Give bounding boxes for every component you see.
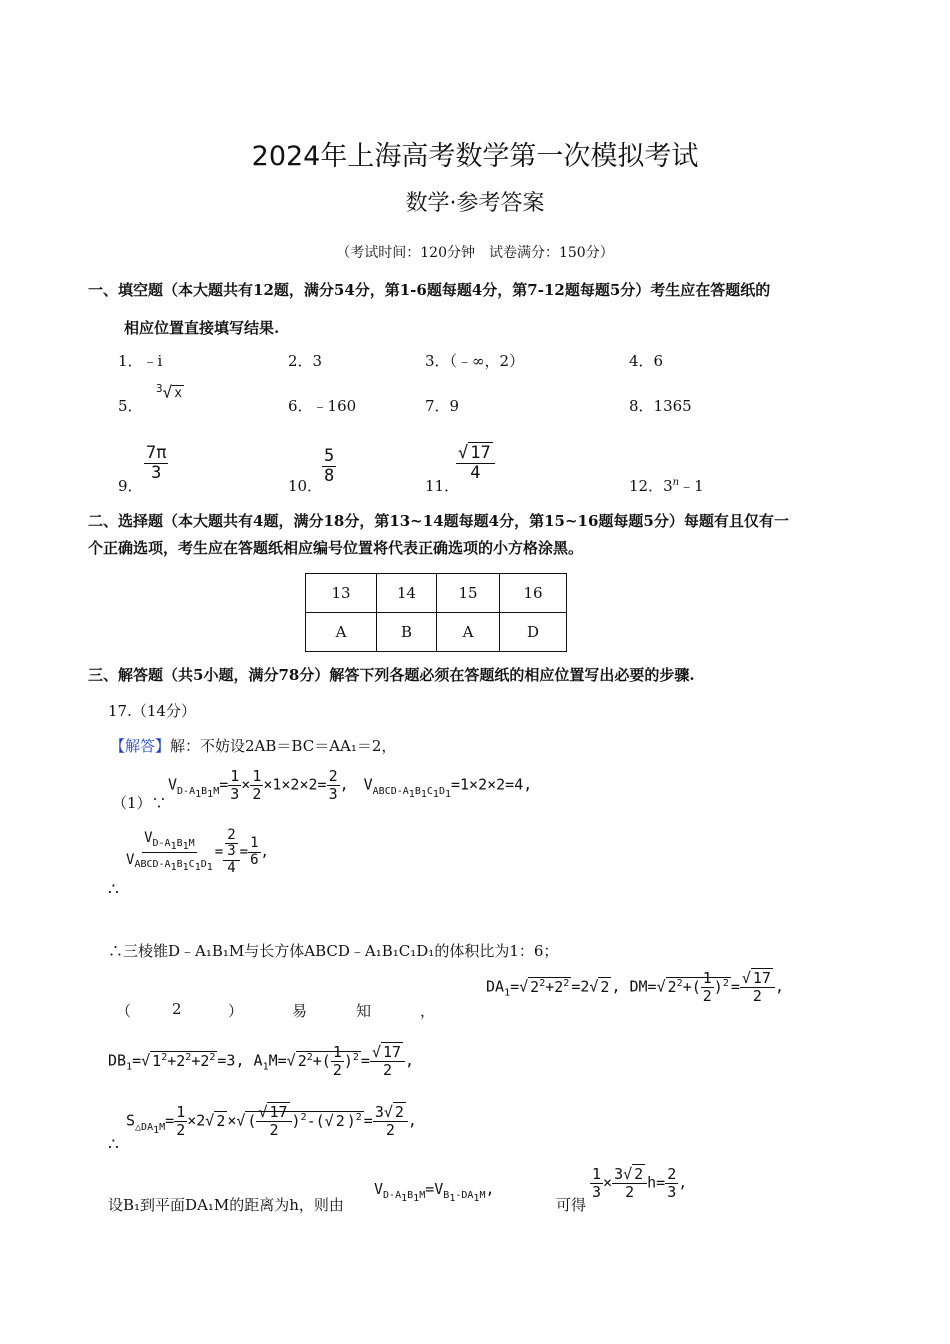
table-row	[306, 574, 567, 613]
therefore-symbol-2: ∴	[108, 1135, 119, 1155]
section3-heading: 三、解答题（共5小题，满分78分）解答下列各题必须在答题纸的相应位置写出必要的步骤.	[88, 666, 695, 684]
section1-heading-line2: 相应位置直接填写结果.	[124, 319, 280, 337]
table-cell: B	[377, 613, 437, 652]
volume-ratio-conclusion: ∴三棱锥D﹣A₁B₁M与长方体ABCD﹣A₁B₁C₁D₁的体积比为1：6；	[108, 942, 559, 960]
table-row	[306, 613, 567, 652]
answer-5-cube-root: $^3$√ x	[156, 382, 183, 402]
area-formula: $S_{\triangle DA_1M}=$ $\frac{1}{2}$ ×2√ 2 ×√ ( $\frac{√ 17}{2}$ )$^2$-(√ 2 )$^2$ = $\frac{3√ 2}{2}$ ,	[126, 1103, 417, 1139]
therefore-symbol-1: ∴	[108, 880, 119, 900]
table-cell: D	[500, 613, 567, 652]
distance-equation: $\frac{1}{3}$ × $\frac{3√ 2}{2}$ h= $\frac{2}{3}$ ,	[592, 1165, 688, 1201]
answer-9-fraction: $\frac{7\pi}{3}$	[146, 443, 167, 483]
answer-2: 2．3	[288, 352, 323, 370]
answer-3: 3．（﹣∞，2）	[425, 352, 525, 370]
part1-volume-formula: $V_{D-A_1B_1M}=$ $\frac{1}{3}$ × $\frac{1}{2}$ ×1×2×2= $\frac{2}{3}$ , $V_{ABCD-A_1B_1C_1D_1}=1\times 2\times 2=4$,	[168, 767, 533, 803]
answer-5: 5．	[118, 397, 143, 415]
answer-12: 12．3$^n$﹣1	[629, 477, 704, 495]
answer-11-label: 11．	[425, 477, 460, 495]
section1-heading-line1: 一、填空题（本大题共有12题，满分54分，第1-6题每题4分，第7-12题每题5分）考生应在答题纸的	[88, 281, 771, 299]
distance-text-b: 可得	[556, 1196, 587, 1214]
part1-label: （1）∵	[112, 794, 167, 812]
answer-10-label: 10．	[288, 477, 323, 495]
answer-6: 6．﹣160	[288, 397, 357, 415]
section2-heading-line1: 二、选择题（本大题共有4题，满分18分，第13~14题每题4分，第15~16题每题5分）每题有且仅有一	[88, 512, 789, 530]
answer-8: 8．1365	[629, 397, 692, 415]
table-cell: A	[437, 613, 500, 652]
exam-info: （考试时间：120分钟 试卷满分：150分）	[336, 245, 614, 261]
answer-10-fraction: $\frac{5}{8}$	[324, 446, 335, 486]
volume-ratio-formula: $\frac{V_{D-A_1B_1M}}{V_{ABCD-A_1B_1C_1D_1}}$ = $\frac{\frac{2}{3}}{4}$ = $\frac{1}{6}$ ,	[126, 827, 269, 876]
answer-1: 1．﹣i	[118, 352, 163, 370]
table-cell: 13	[306, 574, 377, 613]
question-17-label: 17.（14分）	[108, 702, 196, 720]
equal-volume-formula: $V_{D-A_1B_1M}=V_{B_1-DA_1M}$,	[374, 1180, 495, 1204]
table-cell: 16	[500, 574, 567, 613]
table-cell: 14	[377, 574, 437, 613]
table-cell: 15	[437, 574, 500, 613]
page-title: 2024年上海高考数学第一次模拟考试	[251, 141, 699, 172]
answer-9-label: 9．	[118, 477, 143, 495]
answer-7: 7．9	[425, 397, 460, 415]
solution-setup: 【解答】解：不妨设2AB＝BC＝AA₁＝2，	[110, 737, 397, 755]
section2-heading-line2: 个正确选项，考生应在答题纸相应编号位置将代表正确选项的小方格涂黑。	[88, 539, 584, 557]
choice-answer-table	[305, 573, 567, 652]
table-cell: A	[306, 613, 377, 652]
page-subtitle: 数学·参考答案	[405, 191, 545, 216]
distance-text-a: 设B₁到平面DA₁M的距离为h，则由	[108, 1196, 344, 1214]
length-formulas-db1-a1m: $DB_1=√$ $1^2+2^2+2^2 =3$, $A_1M=√$ $2^2+$( $\frac{1}{2}$ )$^2$ = $\frac{√ 17}{2}$ ,	[108, 1043, 415, 1079]
length-formulas-da1-dm: $DA_1=√$ $2^2+2^2 =2√$ 2 , DM=√ $2^2+$( $\frac{1}{2}$ )$^2$ = $\frac{√ 17}{2}$ ,	[486, 969, 784, 1005]
answer-11-fraction: $\frac{√ 17}{4}$	[456, 444, 495, 482]
answer-4: 4．6	[629, 352, 664, 370]
